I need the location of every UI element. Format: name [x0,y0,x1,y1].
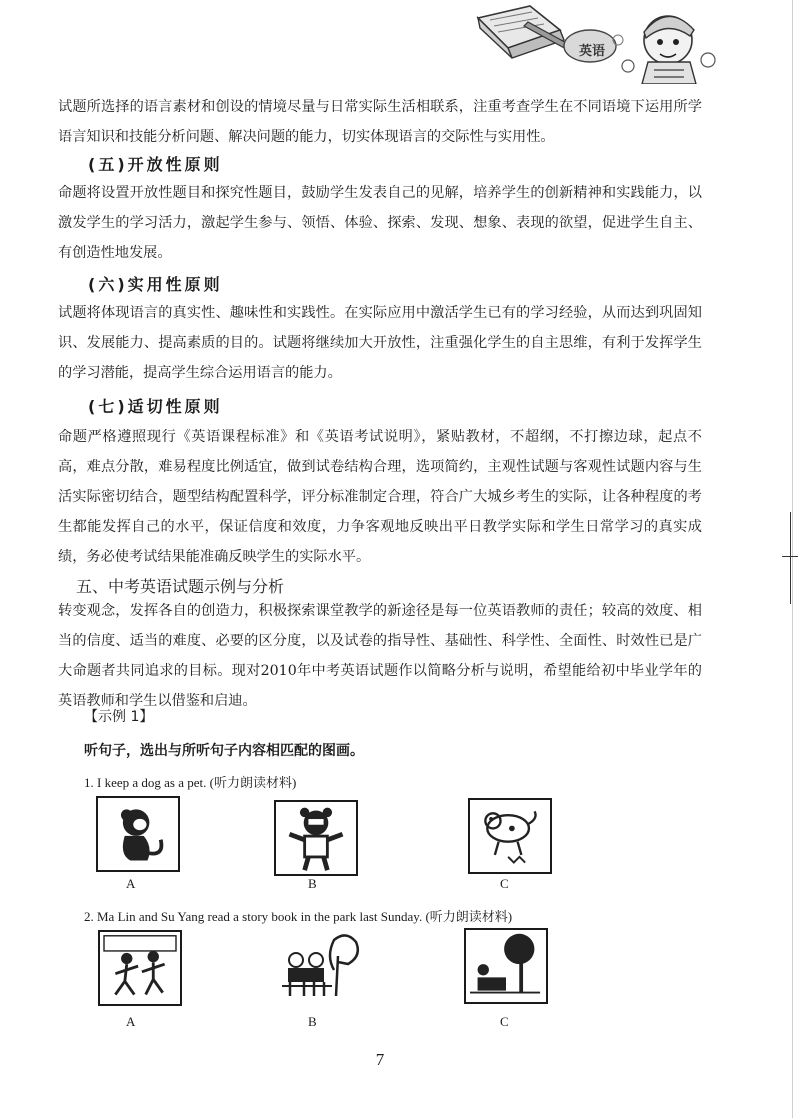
paragraph-open-principle: 命题将设置开放性题目和探究性题目，鼓励学生发表自己的见解，培养学生的创新精神和实践能力，以激发学生的学习活力，激起学生参与、领悟、体验、探索、发现、想象、表现的欲望，促进学生自主、有创造性地发展。 [58,185,702,261]
subject-badge: 英语 [578,44,605,59]
crop-mark-vertical [790,512,791,604]
q1-picture-a-monkey [96,796,180,872]
q1-option-b: B [308,876,317,891]
heading-appropriateness-principle: (七)适切性原则 [88,397,223,416]
q2-option-a: A [126,1014,136,1029]
q1-picture-c-dog [468,798,552,874]
heading-open-principle: (五)开放性原则 [88,155,223,174]
q1-picture-b-bear [274,800,358,876]
q2-picture-c-park [464,928,548,1004]
q2-option-b: B [308,1014,317,1029]
q2-picture-a-running [98,930,182,1006]
page-edge-rule [792,0,793,1118]
section-heading: 五、中考英语试题示例与分析 [76,577,285,596]
q1-option-c: C [500,876,509,891]
heading-practical-principle: (六)实用性原则 [88,275,223,294]
q2-option-c: C [500,1014,509,1029]
q2-picture-b-reading [276,926,360,1002]
crop-mark-horizontal [782,556,798,557]
example-instruction: 听句子，选出与所听句子内容相匹配的图画。 [84,743,364,759]
example-label: 【示例 1】 [84,709,154,725]
paragraph-practical-principle: 试题将体现语言的真实性、趣味性和实践性。在实际应用中激活学生已有的学习经验，从而达到巩固知识、发展能力、提高素质的目的。试题将继续加大开放性，注重强化学生的自主思维，有利于发挥学生的学习潜能，提高学生综合运用语言的能力。 [58,305,702,381]
paragraph-appropriateness-principle: 命题严格遵照现行《英语课程标准》和《英语考试说明》，紧贴教材，不超纲，不打擦边球，起点不高，难点分散，难易程度比例适宜，做到试卷结构合理，选项简约，主观性试题与客观性试题内容与生活实际密切结合，题型结构配置科学，评分标准制定合理，符合广大城乡考生的实际，让各种程度的考生都能发挥自己的水平，保证信度和效度，力争客观地反映出平日教学实际和学生日常学习的真实成绩，务必使考试结果能准确反映学生的实际水平。 [58,429,702,565]
page-number: 7 [375,1050,385,1069]
question-2: 2. Ma Lin and Su Yang read a story book in the park last Sunday. (听力朗读材料) [84,909,513,924]
q1-option-a: A [126,876,136,891]
paragraph-intro: 试题所选择的语言素材和创设的情境尽量与日常实际生活相联系，注重考查学生在不同语境下运用所学语言知识和技能分析问题、解决问题的能力，切实体现语言的交际性与实用性。 [58,99,702,145]
paragraph-examples-intro: 转变观念，发挥各自的创造力，积极探索课堂教学的新途径是每一位英语教师的责任；较高的效度、相当的信度、适当的难度、必要的区分度，以及试卷的指导性、基础性、科学性、全面性、时效性已是广大命题者共同追求的目标。现对2010年中考英语试题作以简略分析与说明，希望能给初中毕业学年的英语教师和学生以借鉴和启迪。 [58,603,702,709]
question-1: 1. I keep a dog as a pet. (听力朗读材料) [84,775,297,790]
